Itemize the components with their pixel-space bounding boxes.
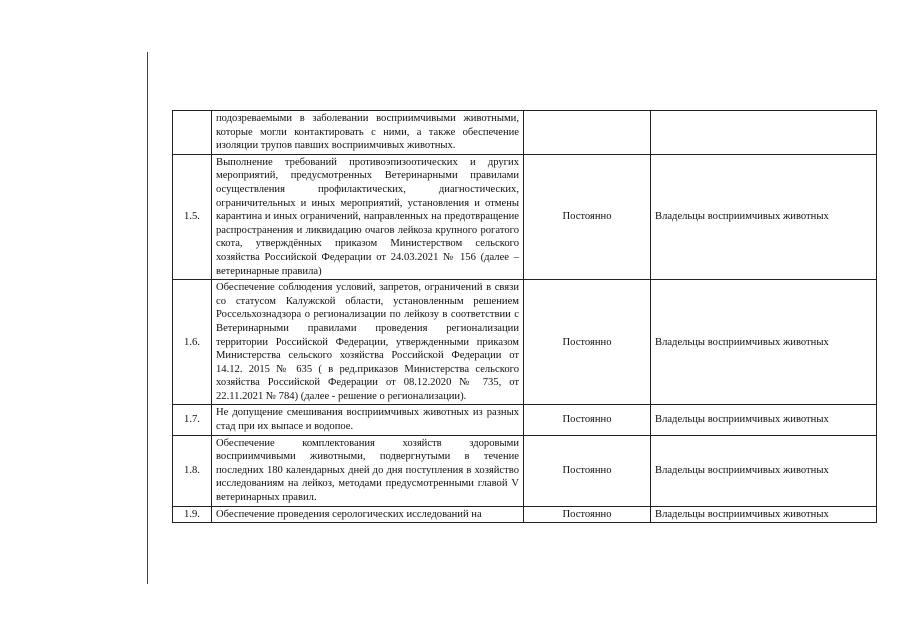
- row-number: 1.9.: [173, 506, 212, 523]
- measure-text: Выполнение требований противоэпизоотических и других мероприятий, предусмотренных Ветеринарными правилами осуществления профилактических, диагностических, ограничительных и иных мероприятий, установления и отмены карантина и иных ограничений, направленных на предотвращение распространения и ликвидацию очагов лейкоза крупного рогатого скота, утверждённых приказом Министерством сельского хозяйства Российской Федерации от 24.03.2021 № 156 (далее – ветеринарные правила): [212, 154, 524, 279]
- term-text: Постоянно: [524, 435, 651, 506]
- row-number: 1.6.: [173, 280, 212, 405]
- table-row: [173, 506, 877, 523]
- row-number: 1.5.: [173, 154, 212, 279]
- responsible-text: Владельцы восприимчивых животных: [651, 435, 877, 506]
- term-text: [524, 111, 651, 155]
- responsible-text: [651, 111, 877, 155]
- measures-table: [172, 110, 877, 523]
- row-number: [173, 111, 212, 155]
- measure-text: Обеспечение соблюдения условий, запретов, ограничений в связи со статусом Калужской области, установленным решением Россельхознадзора о регионализации по лейкозу в соответствии с Ветеринарными правилами проведения регионализации территории Российской Федерации, утвержденными приказом Министерства сельского хозяйства Российской Федерации от 14.12. 2015 № 635 ( в ред.приказов Министерства сельского хозяйства Российской Федерации от 08.12.2020 № 735, от 22.11.2021 № 784) (далее - решение о регионализации).: [212, 280, 524, 405]
- responsible-text: Владельцы восприимчивых животных: [651, 280, 877, 405]
- table-row: [173, 111, 877, 155]
- row-number: 1.7.: [173, 405, 212, 435]
- table-row: [173, 405, 877, 435]
- responsible-text: Владельцы восприимчивых животных: [651, 154, 877, 279]
- row-number: 1.8.: [173, 435, 212, 506]
- table-row: [173, 154, 877, 279]
- term-text: Постоянно: [524, 280, 651, 405]
- measure-text: Обеспечение комплектования хозяйств здоровыми восприимчивыми животными, подвергнутыми в течение последних 180 календарных дней до дня поступления в хозяйство исследованиям на лейкоз, методами предусмотренными главой V ветеринарных правил.: [212, 435, 524, 506]
- responsible-text: Владельцы восприимчивых животных: [651, 506, 877, 523]
- term-text: Постоянно: [524, 405, 651, 435]
- table-row: [173, 435, 877, 506]
- term-text: Постоянно: [524, 154, 651, 279]
- term-text: Постоянно: [524, 506, 651, 523]
- measure-text: Не допущение смешивания восприимчивых животных из разных стад при их выпасе и водопое.: [212, 405, 524, 435]
- page-margin-line: [147, 52, 148, 584]
- table-row: [173, 280, 877, 405]
- measure-text: подозреваемыми в заболевании восприимчивыми животными, которые могли контактировать с ними, а также обеспечение изоляции трупов павших восприимчивых животных.: [212, 111, 524, 155]
- responsible-text: Владельцы восприимчивых животных: [651, 405, 877, 435]
- measure-text: Обеспечение проведения серологических исследований на: [212, 506, 524, 523]
